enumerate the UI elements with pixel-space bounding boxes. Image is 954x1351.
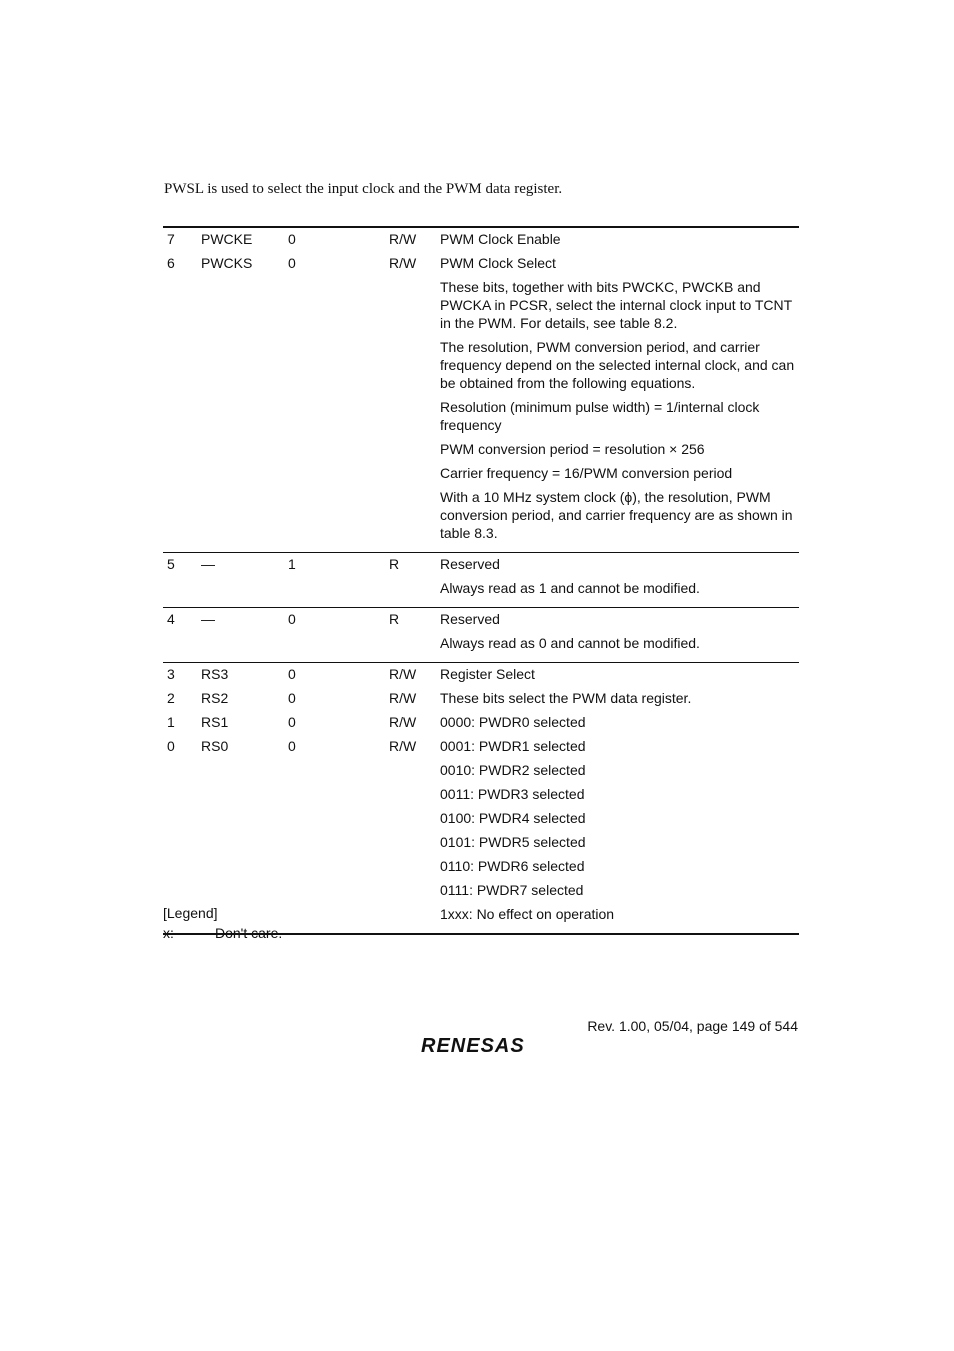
initial-value — [288, 905, 389, 929]
description-paragraph: These bits, together with bits PWCKC, PWCKB and PWCKA in PCSR, select the internal clock input to TCNT in the PWM. For details, see table 8.2. — [440, 279, 792, 331]
table-row — [163, 881, 799, 905]
description — [440, 881, 799, 905]
description-paragraph: Carrier frequency = 16/PWM conversion period — [440, 465, 733, 481]
description — [440, 230, 799, 254]
description-paragraph: 0011: PWDR3 selected — [440, 786, 585, 802]
initial-value — [288, 785, 389, 809]
description-paragraph: 0100: PWDR4 selected — [440, 810, 586, 826]
initial-value: 0 — [288, 666, 296, 682]
table-row — [163, 665, 799, 689]
description-paragraph: Always read as 0 and cannot be modified. — [440, 635, 700, 651]
description-paragraph: 0101: PWDR5 selected — [440, 834, 586, 850]
bit-name: RS3 — [201, 666, 229, 682]
read-write: R/W — [389, 666, 417, 682]
description-paragraph: 0001: PWDR1 selected — [440, 738, 586, 754]
bit-group — [163, 228, 799, 552]
description-paragraph: With a 10 MHz system clock (ϕ), the resolution, PWM conversion period, and carrier frequency are as shown in table 8.3. — [440, 489, 793, 541]
description — [440, 737, 799, 761]
description-paragraph: These bits select the PWM data register. — [440, 690, 692, 706]
logo-text: RENESAS — [421, 1035, 525, 1056]
description-paragraph: 0010: PWDR2 selected — [440, 762, 586, 778]
bit-number — [163, 785, 201, 809]
read-write: R/W — [389, 738, 417, 754]
initial-value: 1 — [288, 556, 296, 572]
initial-value: 0 — [288, 231, 296, 247]
legend-title: [Legend] — [163, 905, 218, 921]
description-paragraph: PWM Clock Select — [440, 255, 556, 271]
initial-value: 0 — [288, 611, 296, 627]
description-paragraph: 0111: PWDR7 selected — [440, 882, 584, 898]
description-paragraph: PWM conversion period = resolution × 256 — [440, 441, 705, 457]
bit-number: 7 — [167, 231, 175, 247]
description — [440, 610, 799, 658]
initial-value — [288, 857, 389, 881]
description — [440, 809, 799, 833]
description — [440, 833, 799, 857]
read-write — [389, 881, 440, 905]
bit-name — [201, 881, 288, 905]
legend-item — [163, 923, 282, 943]
legend — [163, 903, 282, 943]
bit-number: 5 — [167, 556, 175, 572]
bit-number — [163, 761, 201, 785]
renesas-logo — [421, 1034, 543, 1056]
intro-text: PWSL is used to select the input clock and the PWM data register. — [164, 181, 563, 197]
read-write: R — [389, 611, 400, 627]
table-row — [163, 689, 799, 713]
description-paragraph: Resolution (minimum pulse width) = 1/internal clock frequency — [440, 399, 760, 433]
table-row — [163, 857, 799, 881]
description — [440, 785, 799, 809]
description — [440, 905, 799, 929]
bit-name: — — [201, 611, 215, 627]
initial-value — [288, 809, 389, 833]
initial-value: 0 — [288, 714, 296, 730]
initial-value: 0 — [288, 690, 296, 706]
read-write: R/W — [389, 690, 417, 706]
legend-key: x: — [163, 925, 174, 941]
bit-number — [163, 809, 201, 833]
bit-name: PWCKE — [201, 231, 253, 247]
description-paragraph: Register Select — [440, 666, 535, 682]
bit-number: 3 — [167, 666, 175, 682]
bit-number: 6 — [167, 255, 175, 271]
register-bit-table — [163, 226, 799, 935]
bit-name — [201, 761, 288, 785]
read-write — [389, 833, 440, 857]
description-paragraph: 1xxx: No effect on operation — [440, 906, 615, 922]
initial-value: 0 — [288, 255, 296, 271]
read-write — [389, 905, 440, 929]
read-write: R/W — [389, 714, 417, 730]
read-write: R — [389, 556, 400, 572]
read-write: R/W — [389, 255, 417, 271]
table-row — [163, 713, 799, 737]
bit-number: 2 — [167, 690, 175, 706]
description-paragraph: Always read as 1 and cannot be modified. — [440, 580, 700, 596]
read-write: R/W — [389, 231, 417, 247]
description-paragraph: Reserved — [440, 611, 500, 627]
initial-value — [288, 881, 389, 905]
description — [440, 713, 799, 737]
read-write — [389, 761, 440, 785]
description-paragraph: 0110: PWDR6 selected — [440, 858, 585, 874]
table-row — [163, 809, 799, 833]
page-footer: Rev. 1.00, 05/04, page 149 of 544 — [587, 1018, 798, 1034]
initial-value: 0 — [288, 738, 296, 754]
bit-number: 0 — [167, 738, 175, 754]
table-row — [163, 833, 799, 857]
description — [440, 689, 799, 713]
bit-name: RS0 — [201, 738, 229, 754]
description — [440, 857, 799, 881]
bit-name: RS2 — [201, 690, 229, 706]
description-paragraph: The resolution, PWM conversion period, and carrier frequency depend on the selected internal clock, and can be obtained from the following equations. — [440, 339, 795, 391]
description — [440, 254, 799, 548]
bit-group — [163, 607, 799, 662]
table-row — [163, 555, 799, 603]
description — [440, 761, 799, 785]
bit-group — [163, 662, 799, 933]
bit-number: 4 — [167, 611, 175, 627]
read-write — [389, 809, 440, 833]
bit-name: — — [201, 556, 215, 572]
bit-number — [163, 833, 201, 857]
description-paragraph: Reserved — [440, 556, 500, 572]
description — [440, 555, 799, 603]
description — [440, 665, 799, 689]
bit-name — [201, 785, 288, 809]
initial-value — [288, 761, 389, 785]
legend-value: Don't care. — [215, 925, 283, 941]
table-row — [163, 737, 799, 761]
bit-name: PWCKS — [201, 255, 253, 271]
table-row — [163, 610, 799, 658]
initial-value — [288, 833, 389, 857]
description-paragraph: PWM Clock Enable — [440, 231, 561, 247]
bit-number — [163, 881, 201, 905]
bit-group — [163, 552, 799, 607]
bit-name: RS1 — [201, 714, 229, 730]
table-row — [163, 254, 799, 548]
bit-number: 1 — [167, 714, 175, 730]
description-paragraph: 0000: PWDR0 selected — [440, 714, 586, 730]
table-row — [163, 785, 799, 809]
bit-name — [201, 833, 288, 857]
table-row — [163, 230, 799, 254]
read-write — [389, 785, 440, 809]
table-row — [163, 761, 799, 785]
bit-number — [163, 857, 201, 881]
read-write — [389, 857, 440, 881]
bit-name — [201, 857, 288, 881]
bit-name — [201, 809, 288, 833]
